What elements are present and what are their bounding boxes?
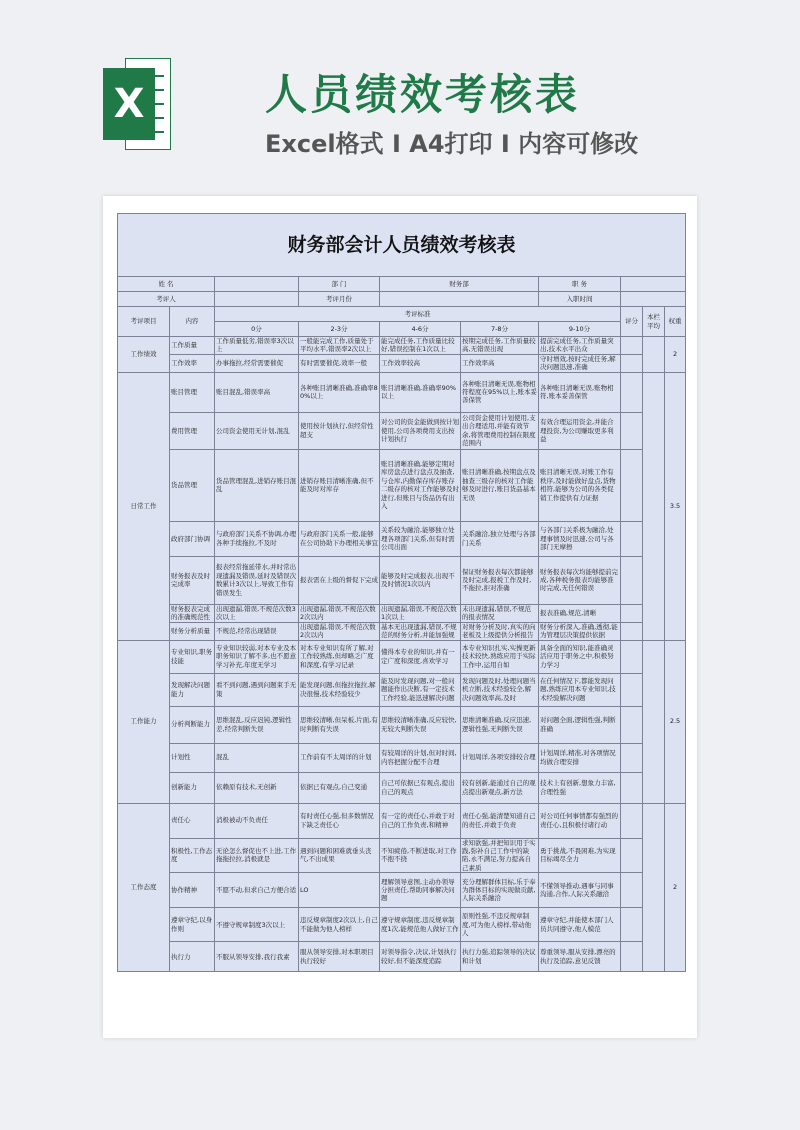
criteria-cell: 专业知识较弱,对本专业及本职务知识了解不多,也不愿意学习补充,年度无学习: [215, 640, 299, 673]
score-cell[interactable]: [621, 838, 643, 873]
content-cell: 发现解决问题能力: [170, 673, 215, 706]
criteria-cell: 理解领导意图,主动办领导分担责任,帮助同事解决问题: [380, 873, 461, 908]
criteria-cell: 有时需要催促,效率一般: [299, 354, 380, 372]
score-cell[interactable]: [621, 706, 643, 743]
criteria-cell: 有一定的责任心,并敢于对自己的工作负责,和精神: [380, 803, 461, 838]
item-header: 考评项目: [118, 307, 170, 337]
name-value-cell[interactable]: [215, 277, 299, 292]
excel-logo-icon: [103, 58, 171, 150]
criteria-cell: 报表需在上级的督促下完成: [299, 556, 380, 604]
score-cell[interactable]: [621, 873, 643, 908]
criteria-cell: 进销存账目清晰准确,但不能及时对库存: [299, 449, 380, 521]
table-row: [118, 743, 686, 772]
criteria-cell: 账目混乱,错误率高: [215, 372, 299, 412]
weight-cell: 2: [665, 337, 686, 373]
criteria-cell: 财务分析深入,准确,透彻,能为管理层决策提供依据: [539, 622, 621, 640]
table-row: [118, 521, 686, 556]
table-row: [118, 556, 686, 604]
criteria-cell: 思维较清晰准确,反应较快,无较大判断失误: [380, 706, 461, 743]
criteria-cell: 不知疲倦,不断进取,对工作不抱不挠: [380, 838, 461, 873]
content-cell: 工作质量: [170, 337, 215, 355]
criteria-cell: 各种账目清晰无误,账物相符,账本妥善保管: [539, 372, 621, 412]
table-row: [118, 412, 686, 449]
criteria-cell: 财务报表每次均能够提前完成,各种税务报表均能够准时完成,无任何错误: [539, 556, 621, 604]
score-cell[interactable]: [621, 372, 643, 412]
level-header: 0分: [215, 322, 299, 337]
appraisal-table: [117, 213, 686, 972]
score-cell[interactable]: [621, 772, 643, 803]
eval-month-value-cell[interactable]: [380, 292, 539, 307]
excel-logo-letter: X: [103, 68, 155, 140]
criteria-cell: 账目清晰准确,能够定期对库房盘点进行盘点及抽查,与仓库,内勤保存库存账存二级存的核对工作能够及时进行,但账目与货品仍有出入: [380, 449, 461, 521]
document-page: [103, 196, 697, 1038]
criteria-cell: 对本专业知识有所了解,对工作较熟练,但却略乏广度和深度,有学习记录: [299, 640, 380, 673]
criteria-cell: 工作前有不太周详的计划: [299, 743, 380, 772]
criteria-cell: 能够及时完成报表,出现不及时情况1次以内: [380, 556, 461, 604]
criteria-cell: 计划周详,各项安排较合理: [461, 743, 539, 772]
criteria-cell: 账目清晰准确,准确率90%以上: [380, 372, 461, 412]
criteria-cell: 在任何情况下,都能发现问题,熟练应用本专业知识,技术经验解决问题: [539, 673, 621, 706]
category-cell: 工作能力: [118, 640, 170, 803]
criteria-cell: 尊重领导,服从安排,漂亮的执行及追踪,意见反馈: [539, 942, 621, 972]
criteria-cell: 有效合理运用资金,并能合理投资,为公司赚取更多利益: [539, 412, 621, 449]
criteria-cell: 办事拖拉,经常需要催促: [215, 354, 299, 372]
table-row: [118, 640, 686, 673]
score-cell[interactable]: [621, 743, 643, 772]
entry-date-label: 入职时间: [539, 292, 621, 307]
content-cell: 账目管理: [170, 372, 215, 412]
table-title: 财务部会计人员绩效考核表: [118, 214, 686, 277]
criteria-cell: 提前完成任务,工作质量突出,技术水平出众: [539, 337, 621, 355]
criteria-cell: 不遵守规章制度3次以上: [215, 908, 299, 942]
criteria-cell: 有较周详的计划,但对时间,内容把握分配不合理: [380, 743, 461, 772]
criteria-cell: 按期完成任务,工作质量较高,无错误出现: [461, 337, 539, 355]
score-cell[interactable]: [621, 803, 643, 838]
content-cell: 分析判断能力: [170, 706, 215, 743]
score-cell[interactable]: [621, 521, 643, 556]
score-cell[interactable]: [621, 640, 643, 673]
criteria-cell: 基本无出现遗漏,错误,不规范的财务分析,并能加强规: [380, 622, 461, 640]
page-subtitle: Excel格式 I A4打印 I 内容可修改: [265, 130, 639, 158]
criteria-cell: 不懂领导推动,遇事与同事沟通,合作,人际关系融洽: [539, 873, 621, 908]
department-label: 部 门: [299, 277, 380, 292]
name-label: 姓 名: [118, 277, 215, 292]
criteria-cell: 公司资金使用计划使用,支出合理适用,并能有效节余,将管理费用控制在限度范围内: [461, 412, 539, 449]
weight-cell: 2.5: [665, 640, 686, 803]
content-cell: 财务报表及时完成率: [170, 556, 215, 604]
content-cell: 费用管理: [170, 412, 215, 449]
table-row: [118, 337, 686, 355]
criteria-cell: 依据已有观点,自己变通: [299, 772, 380, 803]
criteria-cell: 思维清晰准确,反应迅速,逻辑性强,无判断失误: [461, 706, 539, 743]
criteria-cell: 账目清晰无误,对账工作有秩序,及时能做好盘点,货物相符,能够为公司的各类促销工作提供有力证据: [539, 449, 621, 521]
criteria-cell: 对公司的资金能做到按计划使用,公司各项费用支出按计划执行: [380, 412, 461, 449]
criteria-body: [118, 337, 686, 972]
criteria-cell: 工作效率高: [461, 354, 539, 372]
category-cell: 工作绩效: [118, 337, 170, 373]
criteria-cell: 具备全面的知识,能准确灵活应用于职务之中,积极努力学习: [539, 640, 621, 673]
avg-header: 本栏平均: [643, 307, 665, 337]
criteria-cell: 能完成任务,工作质量比较好,错误控制在1次以上: [380, 337, 461, 355]
content-cell: 创新能力: [170, 772, 215, 803]
weight-cell: 2: [665, 803, 686, 972]
content-cell: 工作效率: [170, 354, 215, 372]
table-row: [118, 873, 686, 908]
table-row: [118, 838, 686, 873]
content-cell: 财务报表完成的准确规范性: [170, 604, 215, 622]
table-row: [118, 604, 686, 622]
criteria-cell: 遵章守纪,并能使本部门人员共同遵守,他人模范: [539, 908, 621, 942]
table-row: [118, 449, 686, 521]
criteria-cell: 责任心强,能清楚知道自己的责任,并敢于负责: [461, 803, 539, 838]
content-cell: 货品管理: [170, 449, 215, 521]
criteria-cell: 消极被动不负责任: [215, 803, 299, 838]
score-cell[interactable]: [621, 942, 643, 972]
level-header: 9-10分: [539, 322, 621, 337]
criteria-cell: 执行力强,追踪领导的决议和计划: [461, 942, 539, 972]
criteria-cell: 充分理解群体目标,乐于奉为群体目标的实现做贡献,人际关系融洽: [461, 873, 539, 908]
criteria-cell: 遵守规章制度,违反规章制度1次,能规范他人做好工作: [380, 908, 461, 942]
content-cell: 计划性: [170, 743, 215, 772]
criteria-cell: 遇到问题和困难就垂头丧气,不出成果: [299, 838, 380, 873]
table-row: [118, 772, 686, 803]
criteria-cell: 出现遗漏,错误,不规范次数1次以上: [380, 604, 461, 622]
criteria-cell: 不服从领导安排,我行我素: [215, 942, 299, 972]
table-row: [118, 908, 686, 942]
criteria-cell: 一般能完成工作,质量处于平均水平,错误率2次以上: [299, 337, 380, 355]
criteria-cell: 保证财务报表每次都能够及时完成,报税工作及时,不拖拉,拒对准确: [461, 556, 539, 604]
criteria-cell: 公司资金使用无计划,混乱: [215, 412, 299, 449]
criteria-cell: LO: [299, 873, 380, 908]
evaluator-label: 考评人: [118, 292, 215, 307]
criteria-cell: 各种账目清晰准确,准确率80%以上: [299, 372, 380, 412]
level-header: 2-3分: [299, 322, 380, 337]
position-value-cell[interactable]: [621, 277, 686, 292]
criteria-cell: 出现遗漏,错误,不规范次数3次以上: [215, 604, 299, 622]
weight-cell: 3.5: [665, 372, 686, 640]
criteria-cell: 依赖原有技术,无创新: [215, 772, 299, 803]
criteria-cell: 对公司任何事情都有强烈的责任心,且积极付诸行动: [539, 803, 621, 838]
content-cell: 财务分析质量: [170, 622, 215, 640]
criteria-cell: 工作质量低劣,错误率3次以上: [215, 337, 299, 355]
content-cell: 积极性,工作态度: [170, 838, 215, 873]
criteria-cell: 自己可依据已有观点,提出自己的观点: [380, 772, 461, 803]
criteria-cell: 对财务分析及时,真实的向老板及上级提供分析报告: [461, 622, 539, 640]
criteria-cell: 违反规章制度2次以上,自己不能做为他人榜样: [299, 908, 380, 942]
criteria-cell: 报表经常拖延带水,并时常出现遗漏及错误,延时及错误次数累计3次以上,导致工作有错误发生: [215, 556, 299, 604]
criteria-cell: 与各部门关系极为融洽,处理事情及时迅速,公司与各部门无摩擦: [539, 521, 621, 556]
criteria-cell: 服从领导安排,对本职项目执行较好: [299, 942, 380, 972]
evaluator-value-cell[interactable]: [215, 292, 299, 307]
level-header: 4-6分: [380, 322, 461, 337]
criteria-cell: 计划周详,精准,对各项情况均做合理安排: [539, 743, 621, 772]
content-cell: 专业知识,职务技能: [170, 640, 215, 673]
table-row: [118, 354, 686, 372]
table-row: [118, 673, 686, 706]
average-cell[interactable]: [643, 372, 665, 640]
criteria-cell: 报表准确,规范,清晰: [539, 604, 621, 622]
category-cell: 工作态度: [118, 803, 170, 972]
table-row: [118, 942, 686, 972]
average-cell[interactable]: [643, 640, 665, 803]
criteria-cell: 对领导指令,决议,计划执行较好,但不能深度追踪: [380, 942, 461, 972]
criteria-cell: 对问题全面,逻辑性强,判断准确: [539, 706, 621, 743]
criteria-cell: 关系融洽,独立处理与各部门关系: [461, 521, 539, 556]
criteria-cell: 思维混乱,反应迟钝,逻辑性差,经常判断失误: [215, 706, 299, 743]
score-cell[interactable]: [621, 908, 643, 942]
criteria-cell: 求知欲强,并把知识用于实践,弥补自己工作中的缺陷,永不满足,努力提高自己素质: [461, 838, 539, 873]
criteria-cell: 与政府部门关系不协调,办理各种手续拖拉,不及时: [215, 521, 299, 556]
criteria-cell: 较有创新,能通过自己的观点提出新观点,新方法: [461, 772, 539, 803]
criteria-cell: 使用按计划执行,但经常性超支: [299, 412, 380, 449]
criteria-cell: 账目清晰准确,按期盘点及抽查三级存的核对工作能够及时进行,账目货品基本无误: [461, 449, 539, 521]
standard-header: 考评标准: [215, 307, 621, 322]
criteria-cell: 混乱: [215, 743, 299, 772]
page-header: [0, 0, 800, 195]
content-cell: 责任心: [170, 803, 215, 838]
criteria-cell: 本专业知识扎实,实操更新技术较快,熟练应用于实际工作中,运用自如: [461, 640, 539, 673]
score-cell[interactable]: [621, 412, 643, 449]
department-value[interactable]: 财务部: [380, 277, 539, 292]
criteria-cell: 懂得本专业的知识,并有一定广度和深度,喜欢学习: [380, 640, 461, 673]
table-row: [118, 706, 686, 743]
score-cell[interactable]: [621, 622, 643, 640]
score-cell[interactable]: [621, 604, 643, 622]
content-header: 内容: [170, 307, 215, 337]
average-cell[interactable]: [643, 337, 665, 373]
criteria-cell: 技术上有创新,想象力丰富,合理性强: [539, 772, 621, 803]
spreadsheet: [117, 213, 685, 972]
category-cell: 日常工作: [118, 372, 170, 640]
criteria-cell: 看不到问题,遇到问题束手无策: [215, 673, 299, 706]
criteria-cell: 工作效率较高: [380, 354, 461, 372]
criteria-cell: 各种账目清晰无误,账物相符程度在95%以上,账本妥善保管: [461, 372, 539, 412]
page-title: 人员绩效考核表: [265, 70, 581, 119]
entry-date-value-cell[interactable]: [621, 292, 686, 307]
criteria-cell: 无论怎么督促也不上进,工作拖拖拉拉,消极就是: [215, 838, 299, 873]
criteria-cell: 原则性强,不违反规章制度,可为他人榜样,带动他人: [461, 908, 539, 942]
average-cell[interactable]: [643, 803, 665, 972]
table-row: [118, 372, 686, 412]
criteria-cell: 货品管理混乱,进销存账目混乱: [215, 449, 299, 521]
criteria-cell: 思维较清晰,但呆板,片面,有时判断有失误: [299, 706, 380, 743]
content-cell: 协作精神: [170, 873, 215, 908]
criteria-cell: 守时增效,按时完成任务,解决问题迅速,准确: [539, 354, 621, 372]
criteria-cell: 发现问题及时,处理问题当机立断,技术经验较全,解决问题效率高,及时: [461, 673, 539, 706]
level-header: 7-8分: [461, 322, 539, 337]
eval-month-label: 考评月份: [299, 292, 380, 307]
criteria-cell: 勇于挑战,不畏困难,为实现目标竭尽全力: [539, 838, 621, 873]
criteria-cell: 未出现遗漏,错误,不规范的报表情况: [461, 604, 539, 622]
score-header: 评分: [621, 307, 643, 337]
criteria-cell: 关系较为融洽,能够独立处理各项部门关系,但有时需公司出面: [380, 521, 461, 556]
criteria-cell: 有时责任心强,但多数情况下缺乏责任心: [299, 803, 380, 838]
criteria-cell: 出现遗漏,错误,不规范次数2次以内: [299, 604, 380, 622]
score-cell[interactable]: [621, 556, 643, 604]
table-row: [118, 622, 686, 640]
content-cell: 政府部门协调: [170, 521, 215, 556]
criteria-cell: 与政府部门关系一般,能够在公司协助下办理相关事宜: [299, 521, 380, 556]
content-cell: 执行力: [170, 942, 215, 972]
position-label: 职 务: [539, 277, 621, 292]
score-cell[interactable]: [621, 449, 643, 521]
weight-header: 权重: [665, 307, 686, 337]
criteria-cell: 不规范,经常出现错误: [215, 622, 299, 640]
score-cell[interactable]: [621, 337, 643, 355]
content-cell: 遵章守纪,以身作则: [170, 908, 215, 942]
score-cell[interactable]: [621, 673, 643, 706]
score-cell[interactable]: [621, 354, 643, 372]
criteria-cell: 能及时发现问题,对一般问题能作出决断,有一定技术工作经验,能迅速解决问题: [380, 673, 461, 706]
criteria-cell: 出现遗漏,错误,不规范次数2次以内: [299, 622, 380, 640]
table-row: [118, 803, 686, 838]
criteria-cell: 不愿不动,但求自己方便合适: [215, 873, 299, 908]
criteria-cell: 能发现问题,但拖拉拖拉,解决很慢,技术经验较少: [299, 673, 380, 706]
